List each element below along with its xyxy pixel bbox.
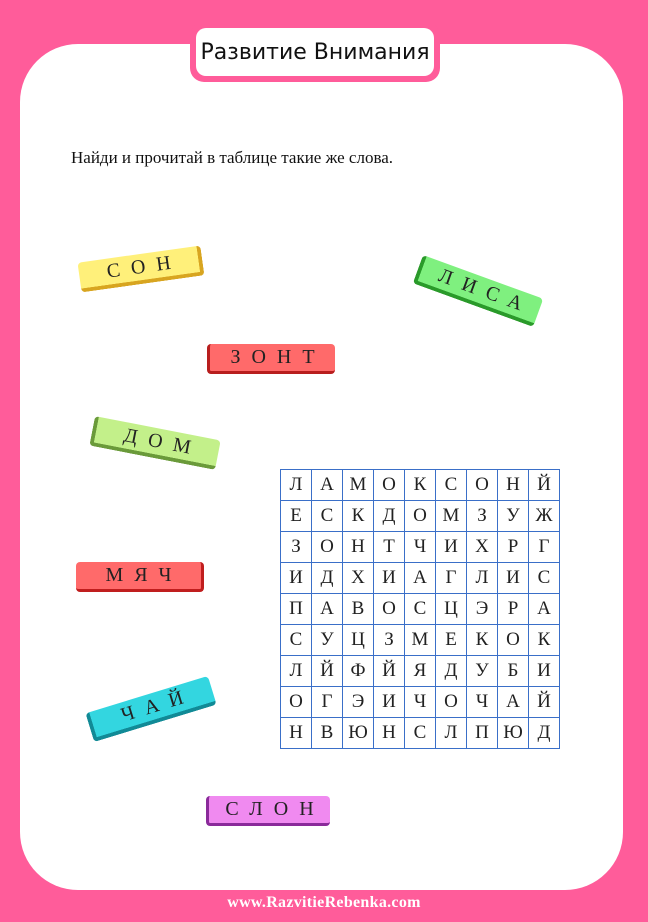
- grid-cell: Т: [374, 532, 405, 563]
- worksheet-background: [20, 44, 623, 890]
- grid-row: [281, 718, 560, 749]
- grid-cell: Н: [281, 718, 312, 749]
- letter-grid: [280, 469, 560, 749]
- grid-row: [281, 656, 560, 687]
- grid-cell: С: [405, 718, 436, 749]
- grid-cell: З: [374, 625, 405, 656]
- grid-cell: Э: [467, 594, 498, 625]
- grid-cell: Й: [529, 470, 560, 501]
- word-card-dom: ДОМ: [89, 416, 220, 470]
- grid-cell: И: [436, 532, 467, 563]
- grid-cell: О: [374, 470, 405, 501]
- grid-cell: С: [529, 563, 560, 594]
- title-badge: [190, 22, 440, 82]
- grid-cell: А: [529, 594, 560, 625]
- grid-cell: Н: [498, 470, 529, 501]
- word-card-zont: ЗОНТ: [207, 344, 335, 374]
- grid-cell: В: [343, 594, 374, 625]
- grid-cell: Д: [312, 563, 343, 594]
- grid-cell: Л: [467, 563, 498, 594]
- instruction-text: Найди и прочитай в таблице такие же слова.: [71, 148, 394, 167]
- grid-cell: С: [436, 470, 467, 501]
- grid-cell: Ц: [436, 594, 467, 625]
- grid-cell: Ф: [343, 656, 374, 687]
- grid-cell: Е: [436, 625, 467, 656]
- grid-cell: У: [312, 625, 343, 656]
- grid-cell: Ю: [498, 718, 529, 749]
- grid-cell: С: [281, 625, 312, 656]
- grid-cell: З: [467, 501, 498, 532]
- grid-cell: К: [405, 470, 436, 501]
- grid-cell: К: [343, 501, 374, 532]
- grid-cell: Н: [374, 718, 405, 749]
- grid-row: [281, 594, 560, 625]
- grid-cell: Й: [312, 656, 343, 687]
- grid-cell: Ч: [467, 687, 498, 718]
- grid-cell: З: [281, 532, 312, 563]
- grid-cell: А: [498, 687, 529, 718]
- grid-cell: Е: [281, 501, 312, 532]
- grid-cell: Л: [436, 718, 467, 749]
- grid-cell: А: [405, 563, 436, 594]
- grid-cell: У: [498, 501, 529, 532]
- grid-cell: Ц: [343, 625, 374, 656]
- grid-cell: Ч: [405, 687, 436, 718]
- grid-cell: К: [529, 625, 560, 656]
- grid-cell: Р: [498, 532, 529, 563]
- grid-cell: Г: [436, 563, 467, 594]
- grid-cell: Й: [374, 656, 405, 687]
- grid-cell: И: [374, 687, 405, 718]
- grid-cell: И: [374, 563, 405, 594]
- grid-cell: П: [467, 718, 498, 749]
- grid-cell: О: [405, 501, 436, 532]
- grid-cell: Г: [312, 687, 343, 718]
- grid-cell: П: [281, 594, 312, 625]
- grid-cell: Д: [374, 501, 405, 532]
- grid-cell: А: [312, 594, 343, 625]
- grid-cell: Х: [343, 563, 374, 594]
- grid-row: [281, 563, 560, 594]
- word-card-lisa: ЛИСА: [413, 255, 544, 327]
- grid-cell: О: [436, 687, 467, 718]
- grid-cell: И: [281, 563, 312, 594]
- grid-cell: Х: [467, 532, 498, 563]
- grid-cell: И: [529, 656, 560, 687]
- grid-cell: Л: [281, 470, 312, 501]
- grid-cell: Я: [405, 656, 436, 687]
- grid-cell: Л: [281, 656, 312, 687]
- grid-cell: Э: [343, 687, 374, 718]
- grid-cell: Н: [343, 532, 374, 563]
- grid-cell: Ю: [343, 718, 374, 749]
- word-card-son: СОН: [78, 246, 205, 293]
- grid-cell: А: [312, 470, 343, 501]
- grid-cell: С: [312, 501, 343, 532]
- grid-cell: Д: [529, 718, 560, 749]
- grid-cell: И: [498, 563, 529, 594]
- footer-url: www.RazvitieRebenka.com: [227, 894, 421, 911]
- grid-cell: М: [436, 501, 467, 532]
- word-card-chay: ЧАЙ: [85, 676, 216, 742]
- grid-cell: О: [498, 625, 529, 656]
- grid-row: [281, 687, 560, 718]
- grid-cell: Б: [498, 656, 529, 687]
- grid-cell: М: [343, 470, 374, 501]
- page-title: Развитие Внимания: [196, 28, 434, 76]
- grid-cell: К: [467, 625, 498, 656]
- grid-cell: М: [405, 625, 436, 656]
- grid-row: [281, 532, 560, 563]
- grid-cell: Д: [436, 656, 467, 687]
- grid-cell: У: [467, 656, 498, 687]
- grid-cell: Р: [498, 594, 529, 625]
- grid-cell: С: [405, 594, 436, 625]
- grid-cell: О: [374, 594, 405, 625]
- grid-cell: О: [281, 687, 312, 718]
- word-card-slon: СЛОН: [206, 796, 330, 826]
- grid-row: [281, 470, 560, 501]
- grid-row: [281, 625, 560, 656]
- grid-row: [281, 501, 560, 532]
- grid-cell: Ч: [405, 532, 436, 563]
- word-card-myach: МЯЧ: [76, 562, 204, 592]
- grid-cell: О: [467, 470, 498, 501]
- grid-cell: Й: [529, 687, 560, 718]
- grid-cell: В: [312, 718, 343, 749]
- grid-cell: Ж: [529, 501, 560, 532]
- grid-cell: Г: [529, 532, 560, 563]
- grid-cell: О: [312, 532, 343, 563]
